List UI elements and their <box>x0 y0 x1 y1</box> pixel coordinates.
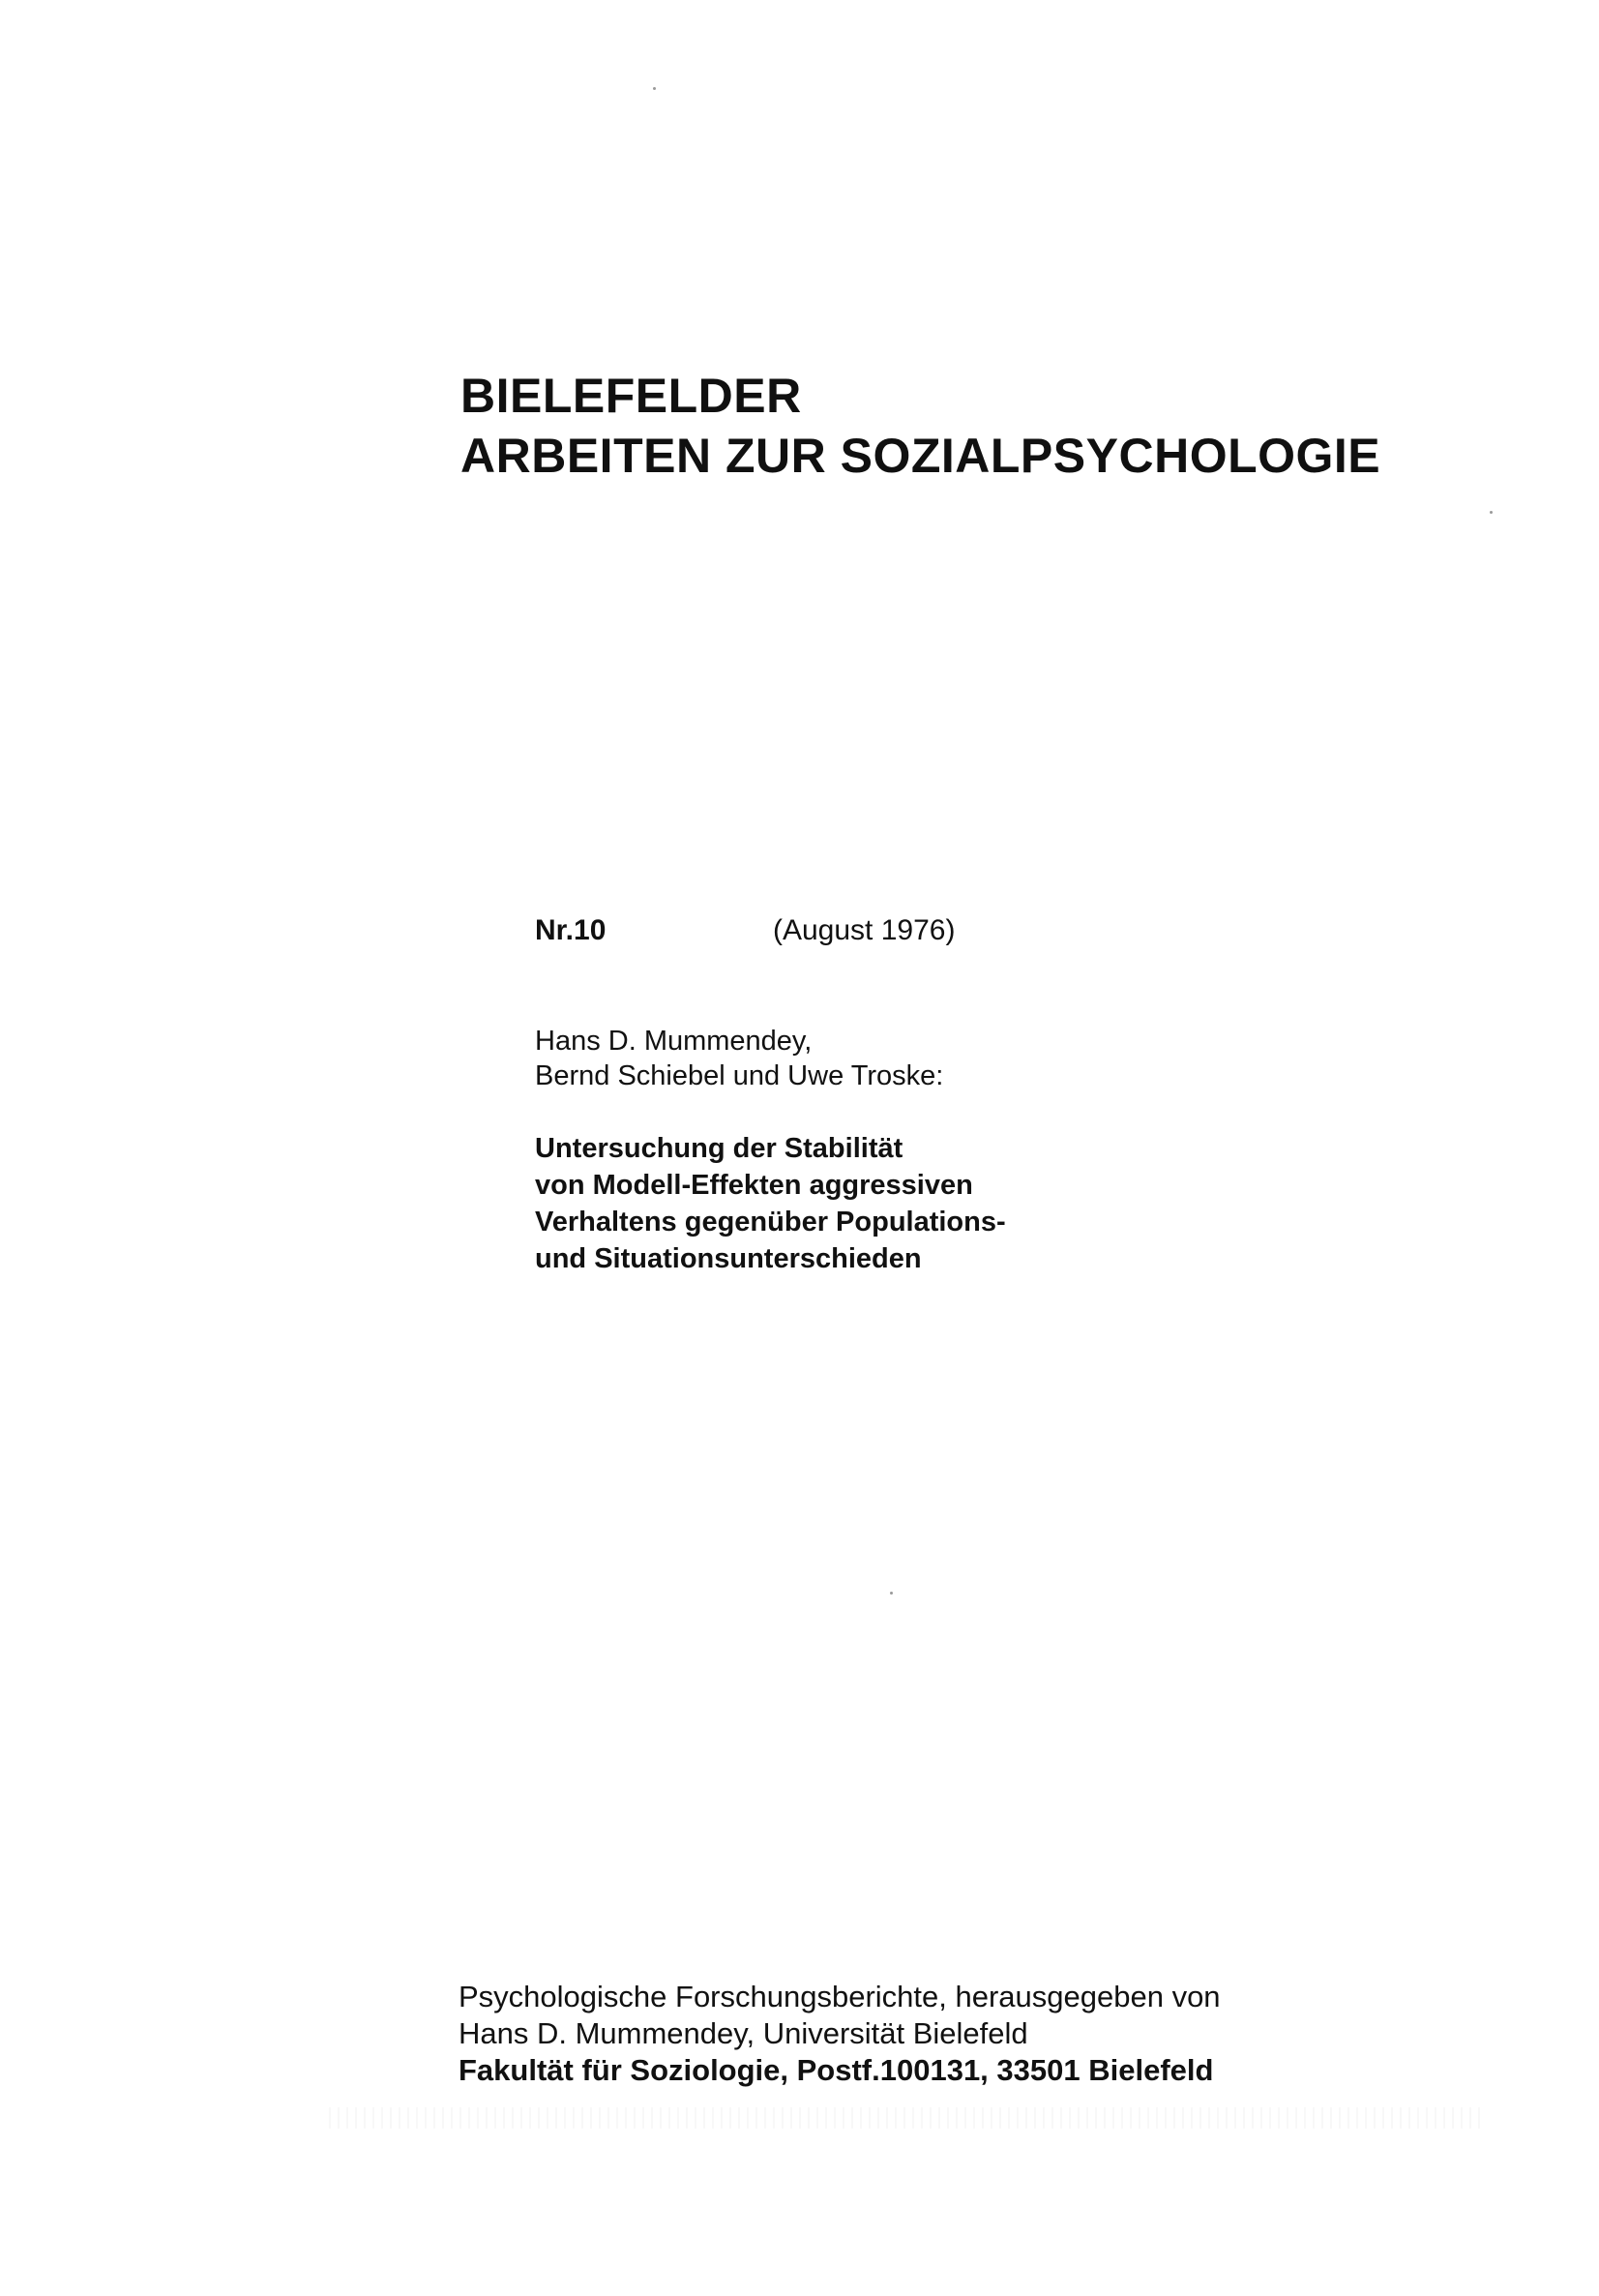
publisher-line-1: Psychologische Forschungsberichte, herausgegeben von <box>459 1980 1221 2013</box>
work-title <box>535 1130 1006 1277</box>
work-title-line-1: Untersuchung der Stabilität <box>535 1133 903 1164</box>
series-title-line-2: ARBEITEN ZUR SOZIALPSYCHOLOGIE <box>460 429 1381 483</box>
work-title-line-2: von Modell-Effekten aggressiven <box>535 1170 973 1201</box>
publisher-block <box>459 1979 1221 2089</box>
scan-speck <box>653 87 656 90</box>
work-title-line-3: Verhaltens gegenüber Populations- <box>535 1207 1006 1237</box>
authors-line-2: Bernd Schiebel und Uwe Troske: <box>535 1060 944 1091</box>
issue-number: Nr.10 <box>535 914 607 946</box>
series-title-line-1: BIELEFELDER <box>460 369 802 423</box>
scan-noise-band <box>329 2107 1480 2129</box>
authors-line-1: Hans D. Mummendey, <box>535 1026 813 1057</box>
work-title-line-4: und Situationsunterschieden <box>535 1243 922 1274</box>
scan-speck <box>1490 511 1493 514</box>
publisher-line-2: Hans D. Mummendey, Universität Bielefeld <box>459 2016 1028 2050</box>
series-title <box>460 366 1380 486</box>
scan-speck <box>890 1592 893 1595</box>
issue-date: (August 1976) <box>773 914 956 946</box>
authors-block <box>535 1024 943 1093</box>
publisher-line-3: Fakultät für Soziologie, Postf.100131, 33501 Bielefeld <box>459 2053 1214 2087</box>
